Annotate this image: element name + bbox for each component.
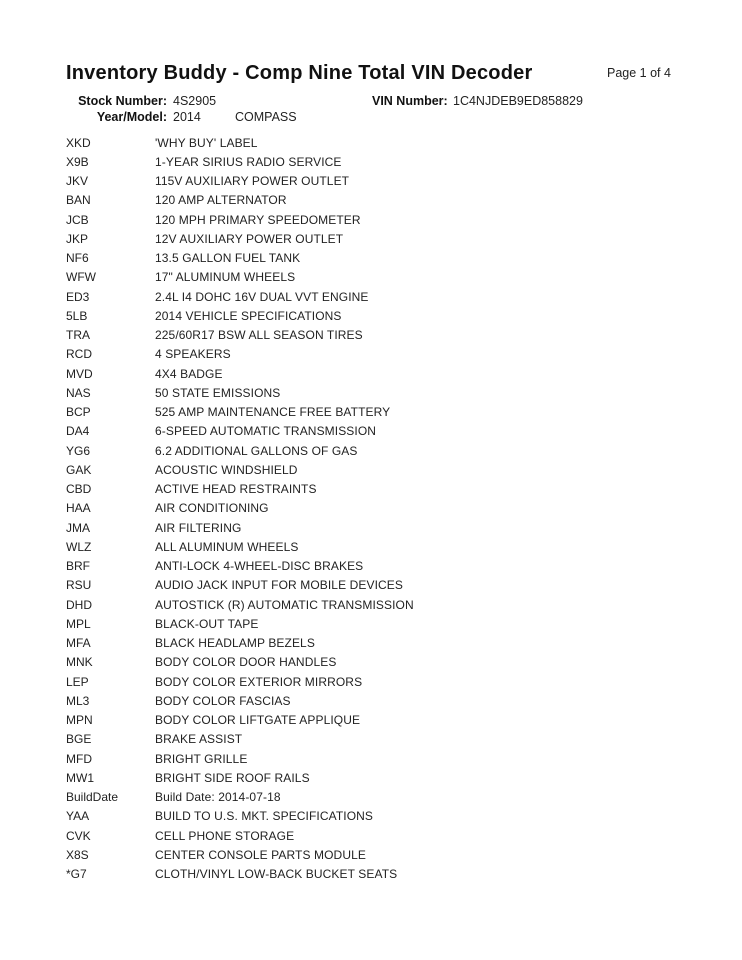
table-row: [66, 672, 686, 691]
option-description: 2014 VEHICLE SPECIFICATIONS: [155, 308, 342, 323]
option-code: YAA: [66, 809, 90, 824]
table-row: [66, 845, 686, 864]
table-row: [66, 326, 686, 345]
option-description: BLACK-OUT TAPE: [155, 616, 259, 631]
table-row: [66, 422, 686, 441]
option-code: JKP: [66, 231, 89, 246]
table-row: [66, 172, 686, 191]
option-code: BAN: [66, 193, 91, 208]
option-code: BCP: [66, 405, 91, 420]
table-row: [66, 595, 686, 614]
option-description: BODY COLOR DOOR HANDLES: [155, 655, 337, 670]
table-row: [66, 826, 686, 845]
option-description: ACOUSTIC WINDSHIELD: [155, 462, 298, 477]
option-description: CLOTH/VINYL LOW-BACK BUCKET SEATS: [155, 867, 398, 882]
option-code: TRA: [66, 328, 90, 343]
option-code: DA4: [66, 424, 90, 439]
table-row: [66, 229, 686, 248]
option-description: 2.4L I4 DOHC 16V DUAL VVT ENGINE: [155, 289, 369, 304]
option-code: CVK: [66, 828, 91, 843]
option-description: ANTI-LOCK 4-WHEEL-DISC BRAKES: [155, 559, 364, 574]
option-code: LEP: [66, 674, 89, 689]
option-description: BRIGHT GRILLE: [155, 751, 248, 766]
table-row: [66, 557, 686, 576]
option-code: MFD: [66, 751, 92, 766]
option-code: X8S: [66, 847, 89, 862]
option-description: 6-SPEED AUTOMATIC TRANSMISSION: [155, 424, 377, 439]
year-value: 2014: [173, 110, 201, 124]
option-description: AUTOSTICK (R) AUTOMATIC TRANSMISSION: [155, 597, 414, 612]
option-code: NAS: [66, 385, 91, 400]
table-row: [66, 152, 686, 171]
table-row: [66, 711, 686, 730]
option-description: 4X4 BADGE: [155, 366, 223, 381]
option-code: JMA: [66, 520, 90, 535]
option-description: AIR CONDITIONING: [155, 501, 269, 516]
table-row: [66, 287, 686, 306]
option-code: BuildDate: [66, 790, 119, 805]
table-row: [66, 210, 686, 229]
option-description: BODY COLOR FASCIAS: [155, 693, 291, 708]
option-code: WLZ: [66, 539, 92, 554]
table-row: [66, 249, 686, 268]
option-description: AUDIO JACK INPUT FOR MOBILE DEVICES: [155, 578, 403, 593]
table-row: [66, 768, 686, 787]
option-description: 225/60R17 BSW ALL SEASON TIRES: [155, 328, 363, 343]
stock-number-value: 4S2905: [173, 94, 217, 108]
table-row: [66, 576, 686, 595]
option-description: AIR FILTERING: [155, 520, 242, 535]
option-description: 17" ALUMINUM WHEELS: [155, 270, 296, 285]
option-description: ALL ALUMINUM WHEELS: [155, 539, 299, 554]
option-code: GAK: [66, 462, 92, 477]
table-row: [66, 730, 686, 749]
option-code: HAA: [66, 501, 91, 516]
option-description: 50 STATE EMISSIONS: [155, 385, 281, 400]
table-row: [66, 480, 686, 499]
table-row: [66, 788, 686, 807]
option-description: BODY COLOR EXTERIOR MIRRORS: [155, 674, 363, 689]
option-code: 5LB: [66, 308, 88, 323]
table-row: [66, 499, 686, 518]
table-row: [66, 345, 686, 364]
option-code: XKD: [66, 135, 91, 150]
option-code: NF6: [66, 251, 89, 266]
option-description: 4 SPEAKERS: [155, 347, 231, 362]
table-row: [66, 383, 686, 402]
page-title: Inventory Buddy - Comp Nine Total VIN Decoder: [66, 62, 533, 84]
option-code: MVD: [66, 366, 93, 381]
option-code: MPN: [66, 713, 93, 728]
option-code: CBD: [66, 482, 92, 497]
option-description: BRIGHT SIDE ROOF RAILS: [155, 770, 310, 785]
option-code: MW1: [66, 770, 94, 785]
table-row: [66, 306, 686, 325]
table-row: [66, 460, 686, 479]
page-number-indicator: Page 1 of 4: [607, 66, 671, 80]
table-row: [66, 634, 686, 653]
option-description: BRAKE ASSIST: [155, 732, 243, 747]
option-code: JCB: [66, 212, 89, 227]
option-code: RSU: [66, 578, 92, 593]
option-code: MFA: [66, 636, 91, 651]
vin-number-value: 1C4NJDEB9ED858829: [453, 94, 583, 108]
table-row: [66, 807, 686, 826]
option-code: X9B: [66, 154, 89, 169]
table-row: [66, 537, 686, 556]
option-description: 'WHY BUY' LABEL: [155, 135, 258, 150]
option-description: 1-YEAR SIRIUS RADIO SERVICE: [155, 154, 342, 169]
option-description: ACTIVE HEAD RESTRAINTS: [155, 482, 317, 497]
table-row: [66, 133, 686, 152]
option-code: ED3: [66, 289, 90, 304]
stock-number-label: Stock Number:: [78, 94, 167, 108]
option-code: DHD: [66, 597, 92, 612]
option-code: MPL: [66, 616, 91, 631]
option-description: 115V AUXILIARY POWER OUTLET: [155, 174, 350, 189]
table-row: [66, 191, 686, 210]
option-description: CENTER CONSOLE PARTS MODULE: [155, 847, 366, 862]
option-code: BGE: [66, 732, 92, 747]
option-description: 120 MPH PRIMARY SPEEDOMETER: [155, 212, 361, 227]
option-description: 13.5 GALLON FUEL TANK: [155, 251, 301, 266]
table-row: [66, 403, 686, 422]
option-code: BRF: [66, 559, 90, 574]
option-description: BUILD TO U.S. MKT. SPECIFICATIONS: [155, 809, 374, 824]
option-description: BLACK HEADLAMP BEZELS: [155, 636, 315, 651]
table-row: [66, 441, 686, 460]
table-row: [66, 865, 686, 884]
option-code: ML3: [66, 693, 90, 708]
option-description: 6.2 ADDITIONAL GALLONS OF GAS: [155, 443, 358, 458]
model-value: COMPASS: [235, 110, 297, 124]
table-row: [66, 653, 686, 672]
option-code: WFW: [66, 270, 96, 285]
option-description: 12V AUXILIARY POWER OUTLET: [155, 231, 344, 246]
table-row: [66, 691, 686, 710]
year-model-label: Year/Model:: [96, 110, 167, 124]
table-row: [66, 614, 686, 633]
option-code: *G7: [66, 867, 87, 882]
option-code: MNK: [66, 655, 93, 670]
option-code: RCD: [66, 347, 92, 362]
option-description: Build Date: 2014-07-18: [155, 790, 281, 805]
option-description: BODY COLOR LIFTGATE APPLIQUE: [155, 713, 361, 728]
table-row: [66, 518, 686, 537]
table-row: [66, 268, 686, 287]
option-description: 525 AMP MAINTENANCE FREE BATTERY: [155, 405, 391, 420]
option-code: JKV: [66, 174, 89, 189]
table-row: [66, 364, 686, 383]
table-row: [66, 749, 686, 768]
option-description: 120 AMP ALTERNATOR: [155, 193, 287, 208]
option-description: CELL PHONE STORAGE: [155, 828, 295, 843]
options-list: [66, 133, 686, 884]
vin-number-label: VIN Number:: [372, 94, 448, 108]
option-code: YG6: [66, 443, 91, 458]
